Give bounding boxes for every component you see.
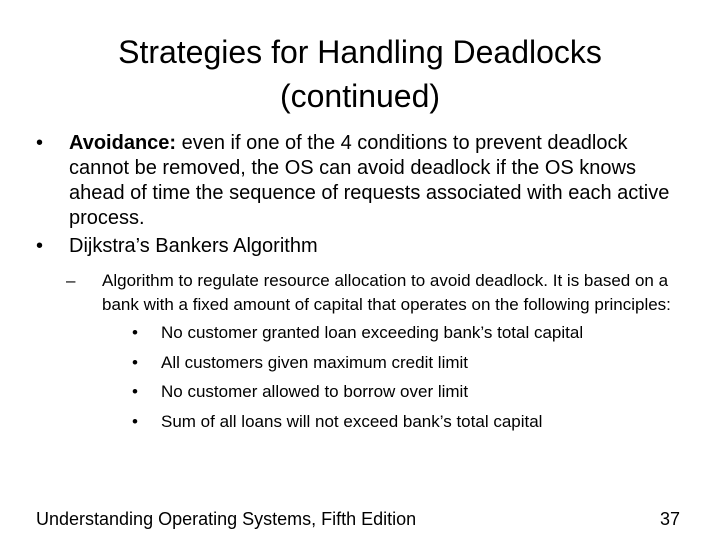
principle-item bbox=[132, 377, 686, 407]
avoidance-text: even if one of the 4 conditions to prevent deadlock cannot be removed, the OS can avoid deadlock if the OS knows ahead of time the sequence of requests associated with each active process. bbox=[69, 132, 670, 229]
bullet-dot-icon: • bbox=[132, 411, 138, 431]
principles-list bbox=[36, 318, 686, 436]
dash-bullet-icon: – bbox=[66, 271, 76, 290]
principle-item bbox=[132, 407, 686, 437]
footer-book-title: Understanding Operating Systems, Fifth Edition bbox=[36, 509, 417, 529]
algorithm-description-text: Algorithm to regulate resource allocation to avoid deadlock. It is based on a bank with a fixed amount of capital that operates on the following principles: bbox=[102, 271, 671, 314]
principle-text: No customer allowed to borrow over limit bbox=[161, 382, 469, 401]
bullet-dot-icon: • bbox=[132, 323, 138, 342]
slide-title-line-1: Strategies for Handling Deadlocks bbox=[118, 34, 602, 70]
bullet-dot-icon: • bbox=[36, 235, 44, 257]
slide-title bbox=[60, 30, 660, 118]
slide-body bbox=[36, 131, 686, 436]
bullet-bankers-algorithm bbox=[36, 234, 686, 259]
footer-page-number: 37 bbox=[659, 509, 680, 529]
principle-text: No customer granted loan exceeding bank’s total capital bbox=[161, 323, 584, 342]
slide-title-line-2: (continued) bbox=[279, 78, 441, 114]
avoidance-term: Avoidance: bbox=[69, 132, 177, 154]
bullet-avoidance bbox=[36, 131, 686, 231]
sub-bullet-algorithm-description bbox=[66, 269, 686, 317]
principle-item bbox=[132, 348, 686, 378]
bankers-algorithm-text: Dijkstra’s Bankers Algorithm bbox=[69, 235, 318, 257]
principle-text: All customers given maximum credit limit bbox=[161, 352, 469, 372]
bullet-dot-icon: • bbox=[132, 352, 138, 372]
bullet-dot-icon: • bbox=[36, 132, 44, 154]
principle-text: Sum of all loans will not exceed bank’s total capital bbox=[161, 411, 543, 431]
bullet-dot-icon: • bbox=[132, 382, 138, 401]
principle-item bbox=[132, 318, 686, 348]
